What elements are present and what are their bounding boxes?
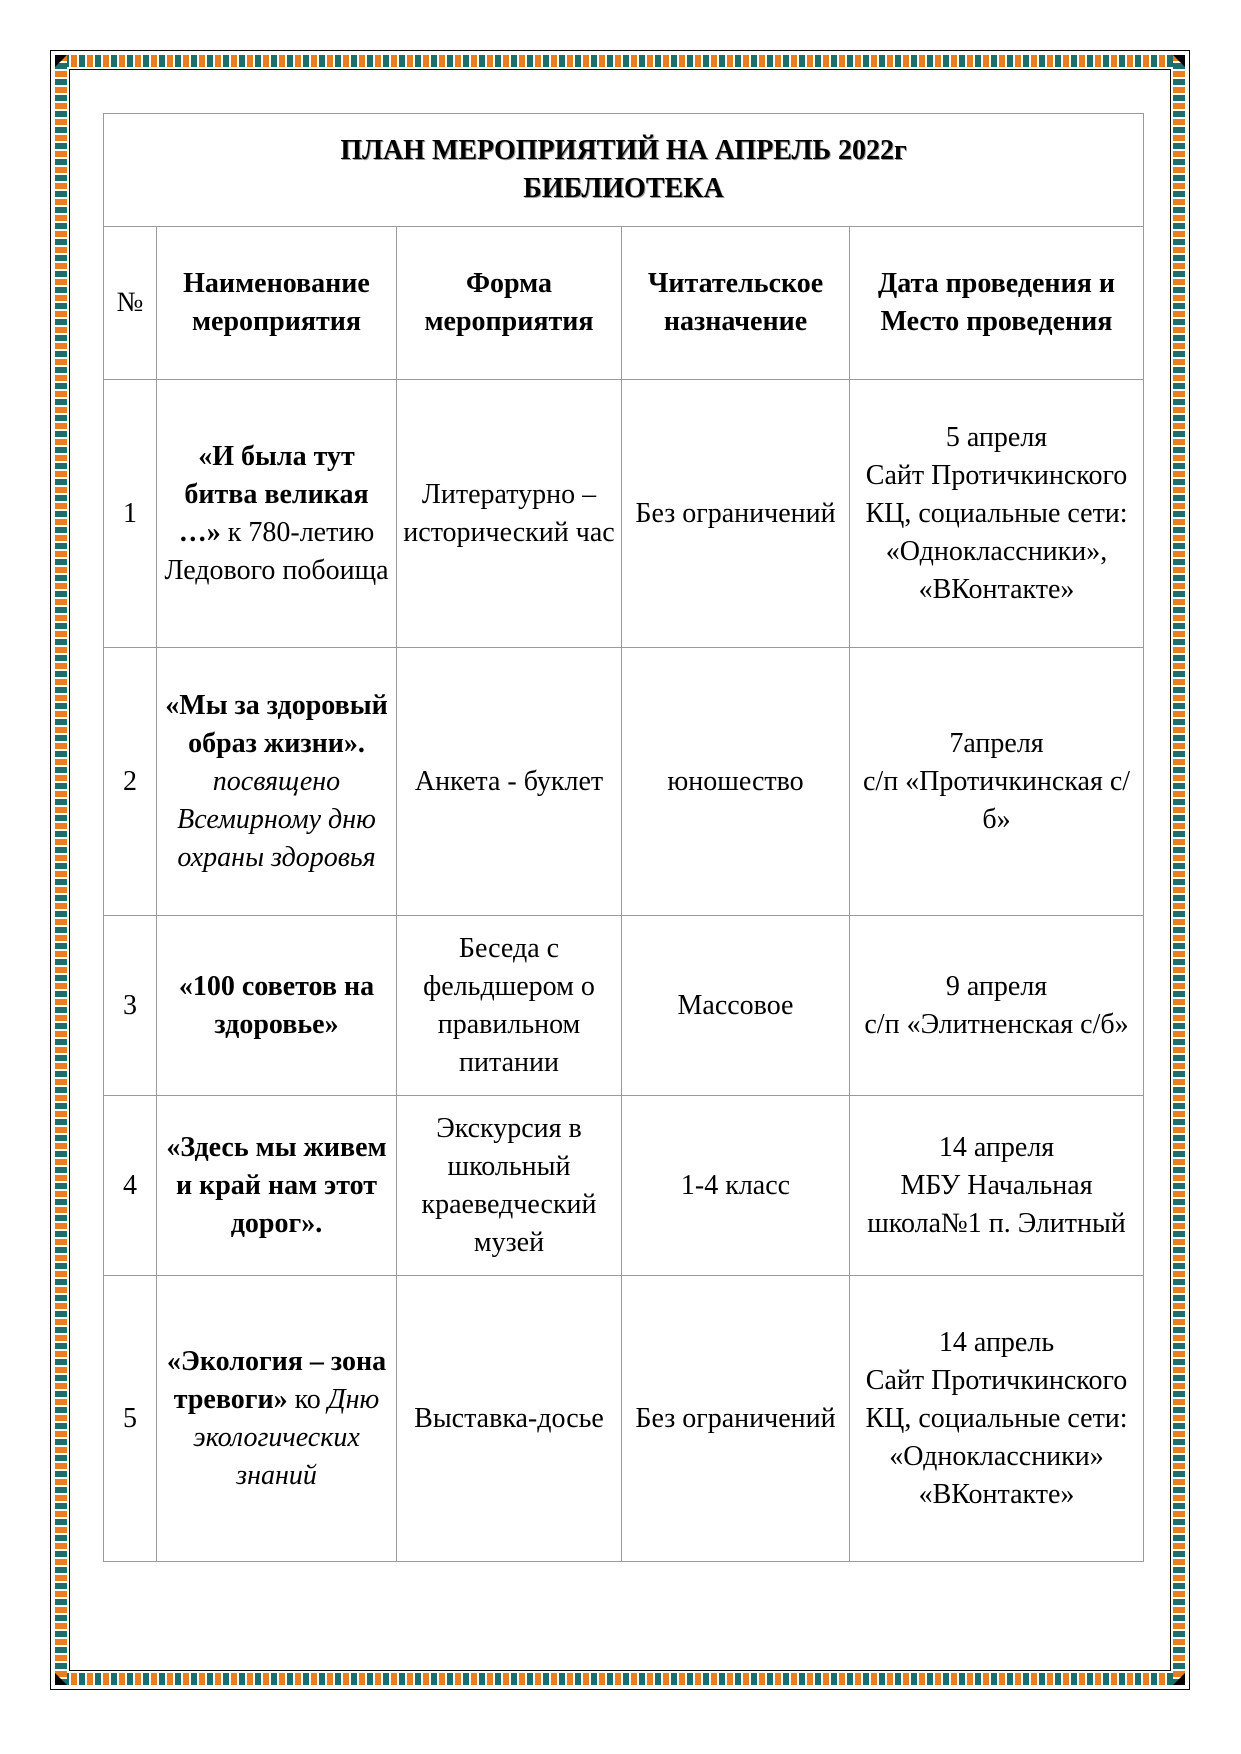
event-date: 9 апреля bbox=[945, 970, 1048, 1002]
title-row bbox=[104, 114, 1144, 227]
event-place: МБУ Начальная школа№1 п. Элитный bbox=[867, 1169, 1126, 1239]
header-form: Форма мероприятия bbox=[397, 227, 622, 380]
event-place: с/п «Элитненская с/б» bbox=[864, 1008, 1129, 1040]
event-date: 14 апрель bbox=[938, 1326, 1055, 1358]
event-place: Сайт Протичкинского КЦ, социальные сети: «Одноклассники», «ВКонтакте» bbox=[865, 459, 1128, 605]
event-title: «Мы за здоровый образ жизни». bbox=[165, 689, 388, 759]
event-date-place bbox=[850, 380, 1144, 648]
event-date-place bbox=[850, 916, 1144, 1096]
event-date: 7апреля bbox=[949, 727, 1044, 759]
table-row bbox=[104, 1276, 1144, 1562]
event-note: к 780-летию Ледового побоища bbox=[164, 516, 389, 586]
event-title: «Экология – зона тревоги» bbox=[166, 1345, 387, 1415]
header-row bbox=[104, 227, 1144, 380]
header-audience: Читательское назначение bbox=[622, 227, 850, 380]
event-date-place bbox=[850, 648, 1144, 916]
event-audience: 1-4 класс bbox=[622, 1096, 850, 1276]
event-name bbox=[157, 648, 397, 916]
event-place: Сайт Протичкинского КЦ, социальные сети: «Одноклассники» «ВКонтакте» bbox=[865, 1364, 1128, 1510]
event-title: «Здесь мы живем и край нам этот дорог». bbox=[157, 1096, 397, 1276]
border-stripe-right bbox=[1173, 55, 1185, 1685]
table-row bbox=[104, 1096, 1144, 1276]
title-line-1: ПЛАН МЕРОПРИЯТИЙ НА АПРЕЛЬ 2022г bbox=[340, 135, 907, 166]
row-number: 2 bbox=[104, 648, 157, 916]
event-audience: Без ограничений bbox=[622, 380, 850, 648]
event-audience: юношество bbox=[622, 648, 850, 916]
header-date-place: Дата проведения и Место проведения bbox=[850, 227, 1144, 380]
row-number: 1 bbox=[104, 380, 157, 648]
event-date: 5 апреля bbox=[945, 421, 1048, 453]
event-name bbox=[157, 1276, 397, 1562]
event-audience: Массовое bbox=[622, 916, 850, 1096]
event-audience: Без ограничений bbox=[622, 1276, 850, 1562]
event-name bbox=[157, 380, 397, 648]
table-row bbox=[104, 648, 1144, 916]
table-row bbox=[104, 916, 1144, 1096]
event-form: Выставка-досье bbox=[397, 1276, 622, 1562]
row-number: 3 bbox=[104, 916, 157, 1096]
header-number: № bbox=[104, 227, 157, 380]
title-line-2: БИБЛИОТЕКА bbox=[523, 173, 724, 204]
border-stripe-top bbox=[55, 55, 1185, 67]
event-date-place bbox=[850, 1096, 1144, 1276]
border-stripe-left bbox=[55, 55, 67, 1685]
event-date: 14 апреля bbox=[938, 1131, 1055, 1163]
event-date-place bbox=[850, 1276, 1144, 1562]
event-form: Экскурсия в школьный краеведческий музей bbox=[397, 1096, 622, 1276]
page-title bbox=[104, 114, 1144, 227]
border-stripe-bottom bbox=[55, 1673, 1185, 1685]
event-note-prefix: ко bbox=[287, 1383, 328, 1415]
event-note: посвящено Всемирному дню охраны здоровья bbox=[177, 765, 376, 873]
event-form: Беседа с фельдшером о правильном питании bbox=[397, 916, 622, 1096]
header-name: Наименование мероприятия bbox=[157, 227, 397, 380]
event-title: «100 советов на здоровье» bbox=[157, 916, 397, 1096]
row-number: 5 bbox=[104, 1276, 157, 1562]
table-row bbox=[104, 380, 1144, 648]
event-form: Анкета - буклет bbox=[397, 648, 622, 916]
event-place: с/п «Протичкинская с/б» bbox=[862, 765, 1131, 835]
event-note: Дню экологических знаний bbox=[193, 1383, 380, 1491]
events-plan-table bbox=[103, 113, 1144, 1562]
event-title: «И была тут битва великая …» bbox=[178, 440, 369, 548]
event-form: Литературно – исторический час bbox=[397, 380, 622, 648]
row-number: 4 bbox=[104, 1096, 157, 1276]
